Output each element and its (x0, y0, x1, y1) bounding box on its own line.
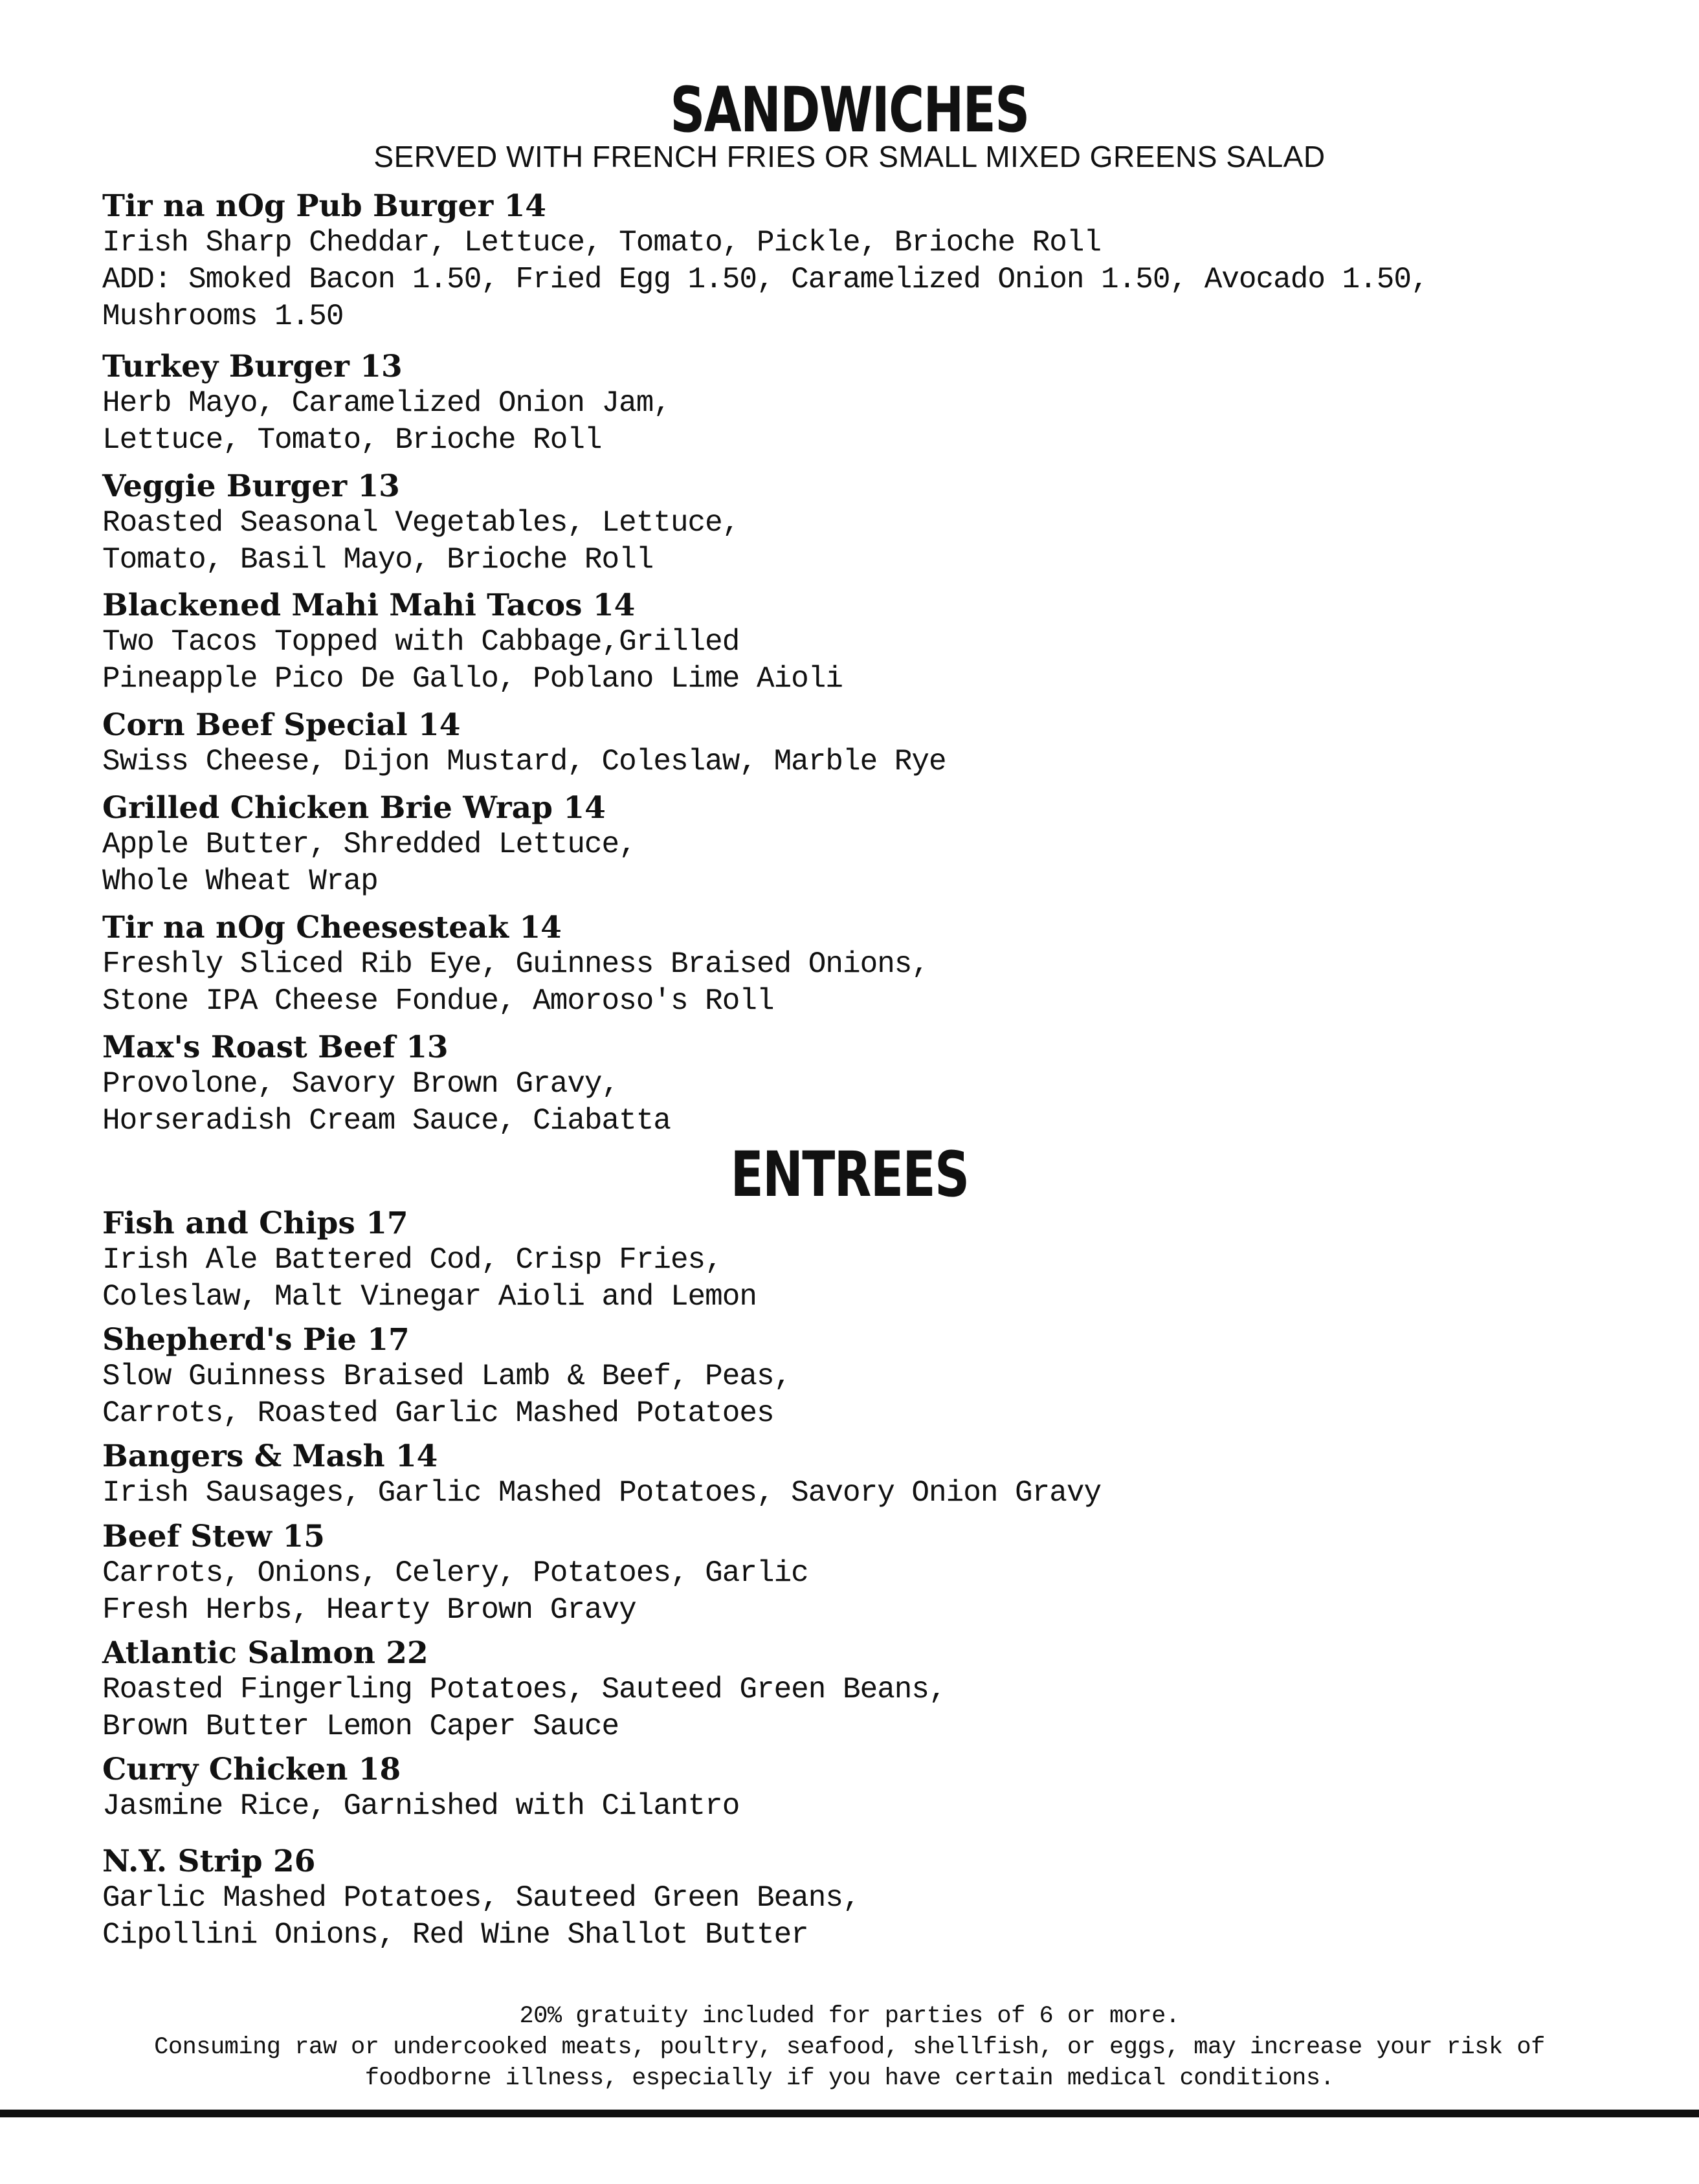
menu-item-description: Swiss Cheese, Dijon Mustard, Coleslaw, Marble Rye (102, 745, 946, 778)
menu-item-description: Jasmine Rice, Garnished with Cilantro (102, 1789, 740, 1823)
menu-item (102, 1843, 1630, 1954)
menu-item-description: Freshly Sliced Rib Eye, Guinness Braised Onions, Stone IPA Cheese Fondue, Amoroso's Roll (102, 947, 929, 1018)
menu-item (102, 1205, 1630, 1316)
menu-item-name: Blackened Mahi Mahi Tacos 14 (102, 588, 636, 623)
menu-item-name: Veggie Burger 13 (102, 469, 400, 504)
food-safety-warning: Consuming raw or undercooked meats, poultry, seafood, shellfish, or eggs, may increase your risk of foodborne illness, especially if you have certain medical conditions. (154, 2034, 1545, 2092)
menu-footer (0, 2001, 1699, 2094)
menu-item-name: Tir na nOg Pub Burger 14 (102, 188, 546, 224)
menu-item-name: Atlantic Salmon 22 (102, 1635, 428, 1671)
menu-item (102, 587, 1630, 698)
menu-item (102, 468, 1630, 579)
menu-item-description: Two Tacos Topped with Cabbage,Grilled Pineapple Pico De Gallo, Poblano Lime Aioli (102, 625, 843, 696)
menu-item-name: Corn Beef Special 14 (102, 707, 461, 743)
menu-item-name: Curry Chicken 18 (102, 1752, 401, 1787)
menu-item-description: Herb Mayo, Caramelized Onion Jam, Lettuce, Tomato, Brioche Roll (102, 386, 671, 457)
menu-item-description: Carrots, Onions, Celery, Potatoes, Garlic Fresh Herbs, Hearty Brown Gravy (102, 1556, 808, 1627)
menu-item-name: N.Y. Strip 26 (102, 1844, 316, 1879)
sandwiches-heading: SANDWICHES (670, 74, 1029, 146)
menu-item (102, 348, 1630, 459)
menu-item (102, 1635, 1630, 1745)
menu-item-description: Roasted Fingerling Potatoes, Sauteed Green Beans, Brown Butter Lemon Caper Sauce (102, 1673, 946, 1743)
menu-item (102, 1518, 1630, 1629)
bottom-divider (0, 2110, 1699, 2117)
gratuity-notice: 20% gratuity included for parties of 6 or more. (519, 2003, 1180, 2030)
menu-item (102, 1751, 1630, 1825)
menu-item-description: Provolone, Savory Brown Gravy, Horseradish Cream Sauce, Ciabatta (102, 1067, 671, 1138)
menu-item-name: Shepherd's Pie 17 (102, 1322, 410, 1358)
menu-item-name: Bangers & Mash 14 (102, 1439, 438, 1474)
menu-item-description: Irish Ale Battered Cod, Crisp Fries, Coleslaw, Malt Vinegar Aioli and Lemon (102, 1243, 757, 1314)
menu-item (102, 1438, 1630, 1512)
menu-item-description: Garlic Mashed Potatoes, Sauteed Green Beans, Cipollini Onions, Red Wine Shallot Butter (102, 1881, 860, 1952)
menu-item (102, 909, 1630, 1020)
menu-item-name: Grilled Chicken Brie Wrap 14 (102, 790, 606, 826)
menu-item-name: Tir na nOg Cheesesteak 14 (102, 910, 562, 945)
menu-item-description: Irish Sharp Cheddar, Lettuce, Tomato, Pickle, Brioche Roll ADD: Smoked Bacon 1.50, Fried Egg 1.50, Caramelized Onion 1.50, Avocado 1.50, Mushrooms 1.50 (102, 226, 1428, 333)
menu-item-description: Irish Sausages, Garlic Mashed Potatoes, Savory Onion Gravy (102, 1476, 1102, 1510)
menu-item-name: Turkey Burger 13 (102, 349, 403, 384)
menu-item-description: Apple Butter, Shredded Lettuce, Whole Wheat Wrap (102, 828, 636, 898)
menu-item (102, 707, 1630, 780)
menu-item-name: Max's Roast Beef 13 (102, 1030, 449, 1065)
menu-item-description: Roasted Seasonal Vegetables, Lettuce, Tomato, Basil Mayo, Brioche Roll (102, 506, 740, 577)
menu-item-description: Slow Guinness Braised Lamb & Beef, Peas, Carrots, Roasted Garlic Mashed Potatoes (102, 1360, 792, 1430)
menu-item (102, 789, 1630, 900)
menu-item-name: Fish and Chips 17 (102, 1206, 408, 1241)
sandwiches-subheading: SERVED WITH FRENCH FRIES OR SMALL MIXED GREENS SALAD (373, 140, 1326, 173)
menu-item (102, 188, 1630, 335)
menu-item (102, 1029, 1630, 1140)
entrees-heading: ENTREES (730, 1138, 969, 1211)
menu-item (102, 1321, 1630, 1432)
menu-item-name: Beef Stew 15 (102, 1519, 325, 1554)
